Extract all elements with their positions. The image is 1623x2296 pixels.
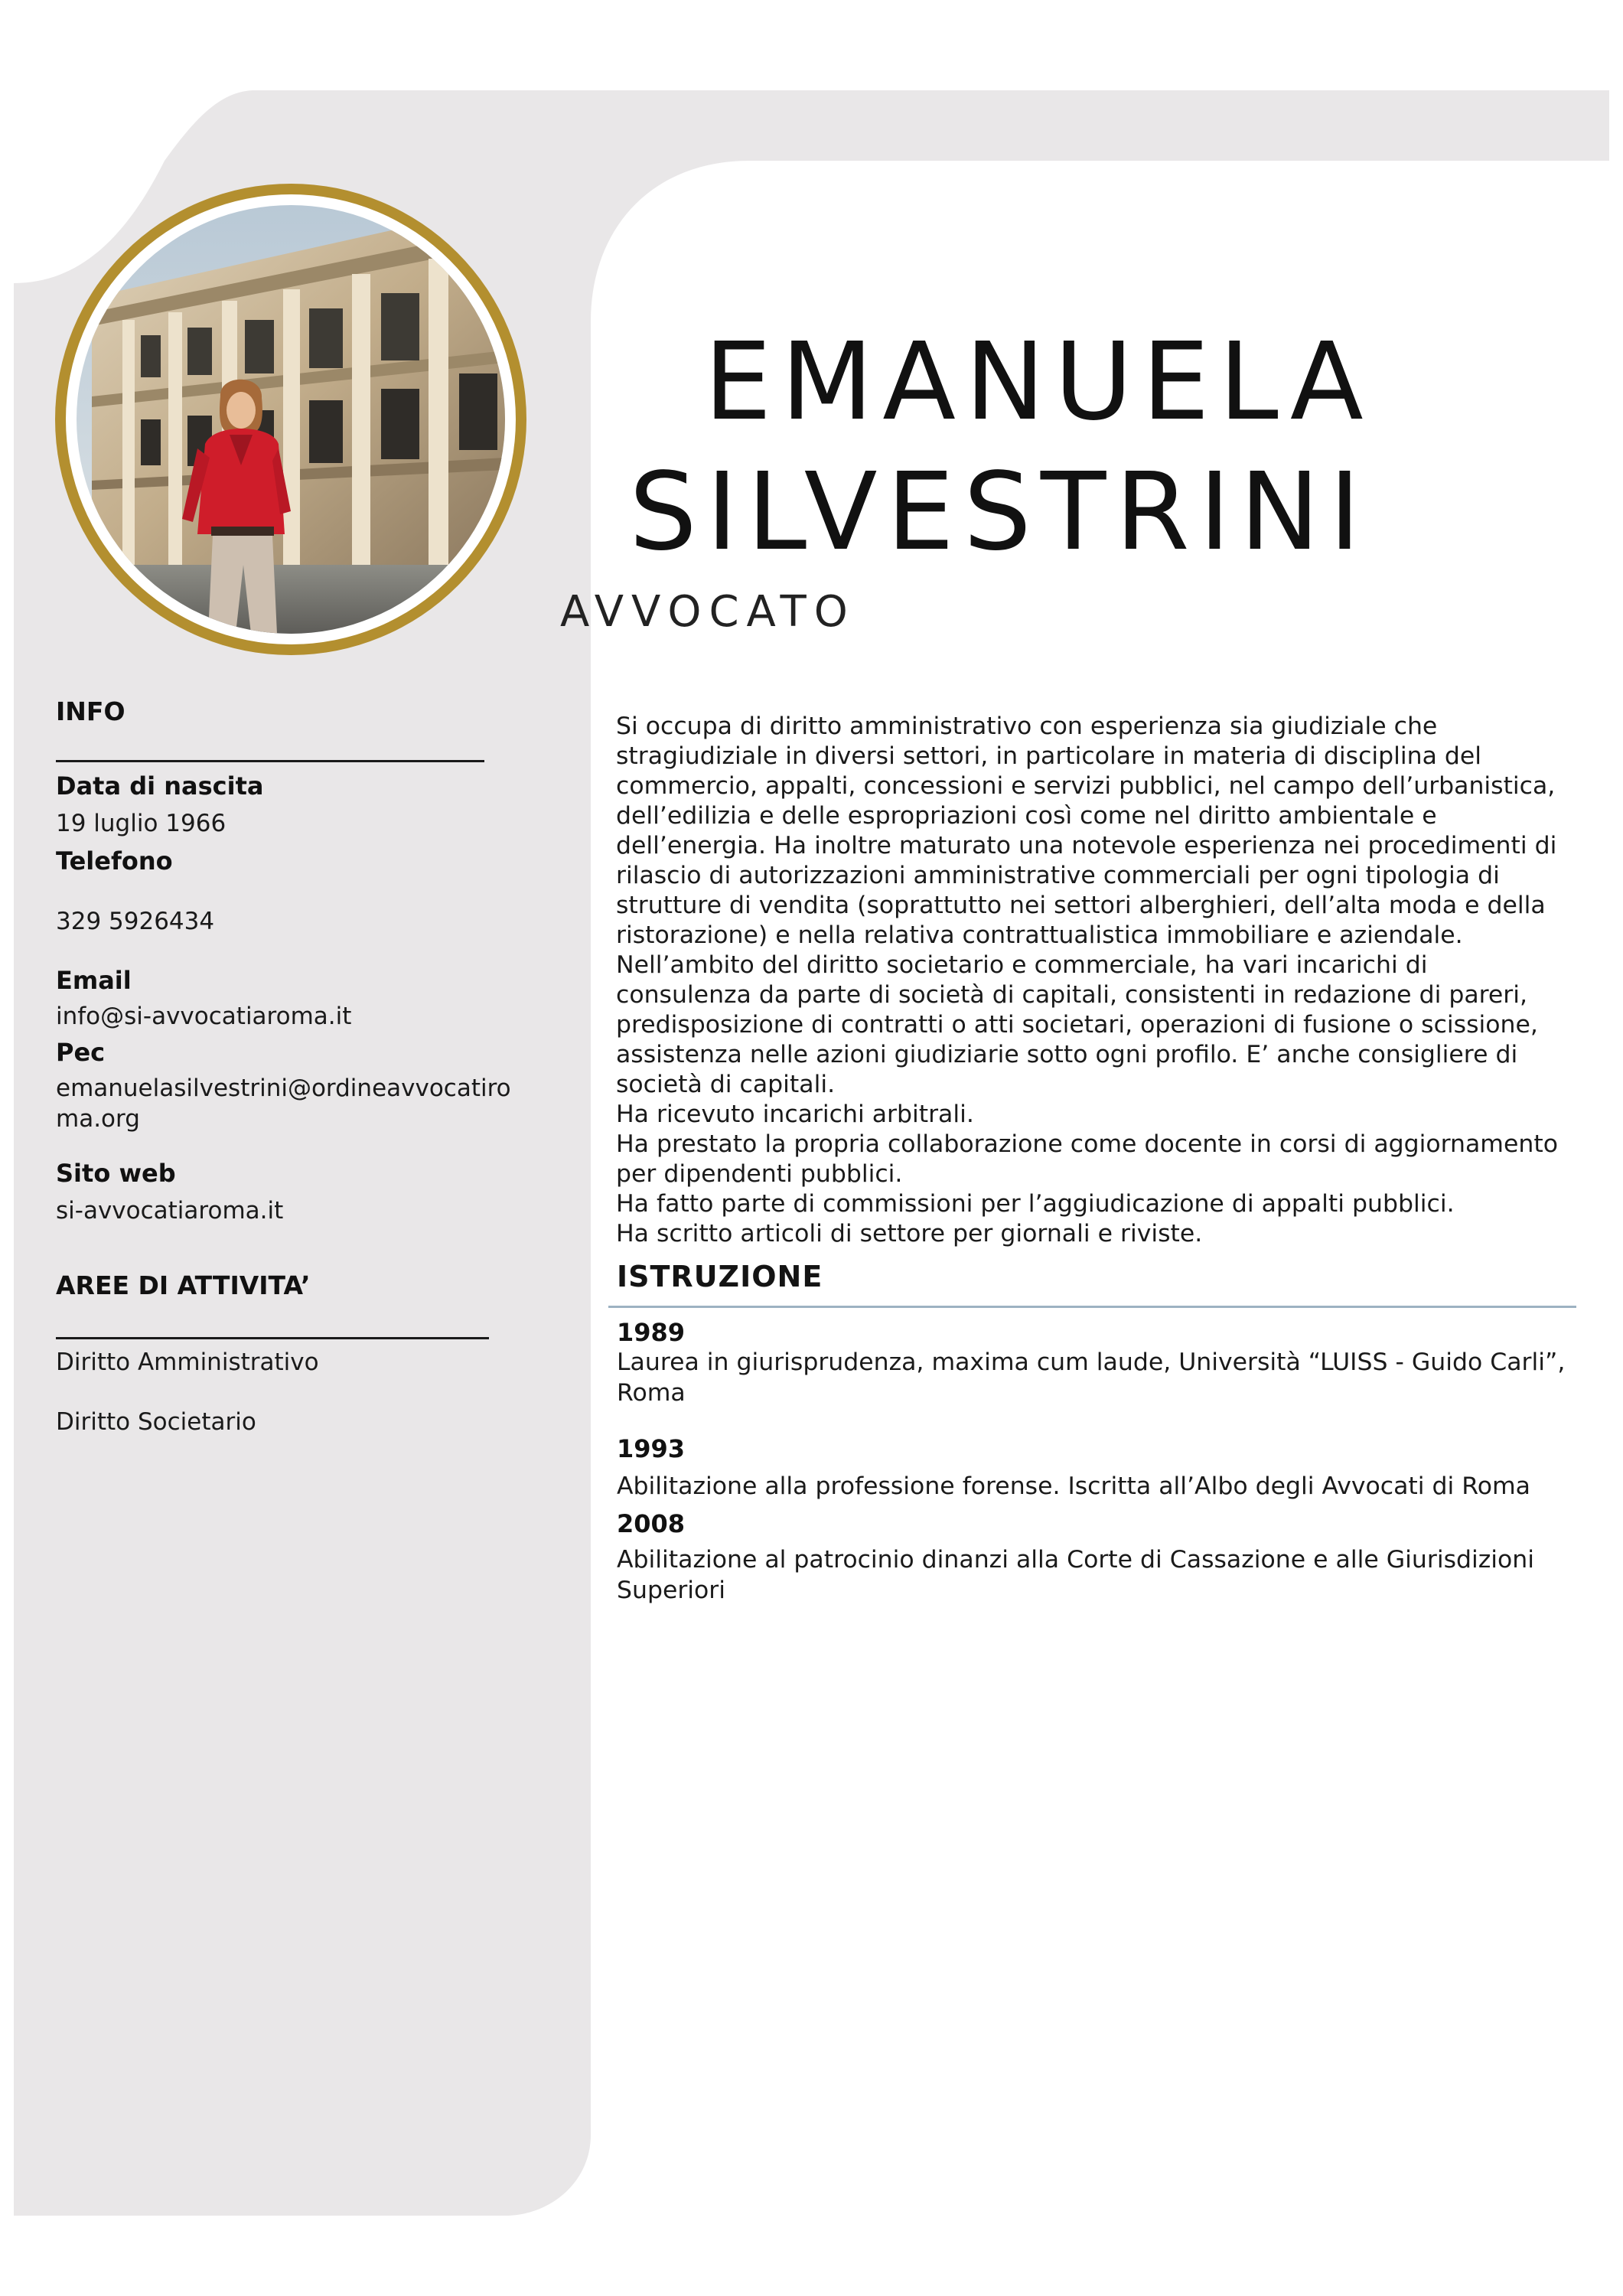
education-desc-1993: Abilitazione alla professione forense. Iscritta all’Albo degli Avvocati di Roma [617,1473,1530,1500]
education-year-2008: 2008 [617,1509,686,1538]
profile-paragraph: Si occupa di diritto amministrativo con esperienza sia giudiziale che stragiudiziale in diversi settori, in particolare in materia di disciplina del commercio, appalti, concessioni e servizi pubblici, nel campo dell’urbanistica, dell’edilizia e delle espropriazioni così come nel diritto ambientale e dell’energia. Ha inoltre maturato una notevole esperienza nei procedimenti di rilascio di autorizzazioni amministrative commerciali per ogni tipologia di strutture di vendita (soprattutto nei settori alberghieri, dell’alta moda e della ristorazione) e nella relativa contrattualistica immobiliare e aziendale. [616,713,1557,949]
portrait-image [77,205,505,634]
education-year-1989: 1989 [617,1318,686,1347]
pec-value-line2[interactable]: ma.org [56,1105,140,1133]
profile-paragraph: Nell’ambito del diritto societario e commerciale, ha vari incarichi di consulenza da parte di società di capitali, consistenti in redazione di pareri, predisposizione di contratti o atti societari, operazioni di fusione o scissione, assistenza nelle azioni giudiziarie sotto ogni profilo. E’ anche consigliere di società di capitali. [616,951,1538,1098]
areas-heading: AREE DI ATTIVITA’ [56,1270,311,1300]
website-value[interactable]: si-avvocatiaroma.it [56,1197,284,1225]
first-name: EMANUELA [704,320,1373,445]
photo-frame [66,194,516,644]
profile-paragraph: Ha prestato la propria collaborazione come docente in corsi di aggiornamento per dipendenti pubblici. [616,1130,1558,1188]
areas-separator [56,1337,489,1339]
job-title: AVVOCATO [560,587,855,637]
profile-summary [616,712,1565,1249]
education-divider [608,1306,1576,1308]
birth-date-value: 19 luglio 1966 [56,810,227,837]
education-year-1993: 1993 [617,1434,686,1463]
education-desc-1989: Laurea in giurisprudenza, maxima cum laude, Università “LUISS - Guido Carli”, Roma [617,1349,1566,1407]
profile-photo [55,184,526,655]
email-value[interactable]: info@si-avvocatiaroma.it [56,1003,352,1030]
pec-label: Pec [56,1038,106,1067]
area-item-corporate: Diritto Societario [56,1408,256,1436]
education-desc-2008: Abilitazione al patrocinio dinanzi alla Corte di Cassazione e alle Giurisdizioni Superiori [617,1546,1534,1604]
education-heading: ISTRUZIONE [617,1260,823,1293]
area-item-administrative: Diritto Amministrativo [56,1349,319,1376]
info-heading: INFO [56,696,125,726]
profile-paragraph: Ha scritto articoli di settore per giornali e riviste. [616,1220,1203,1247]
birth-date-label: Data di nascita [56,771,264,801]
last-name: SILVESTRINI [629,450,1370,575]
pec-value-line1[interactable]: emanuelasilvestrini@ordineavvocatiro [56,1075,511,1102]
phone-value: 329 5926434 [56,908,215,935]
website-label: Sito web [56,1159,176,1188]
profile-paragraph: Ha ricevuto incarichi arbitrali. [616,1101,974,1128]
info-separator [56,760,484,762]
phone-label: Telefono [56,846,173,876]
email-label: Email [56,966,132,995]
profile-paragraph: Ha fatto parte di commissioni per l’aggiudicazione di appalti pubblici. [616,1190,1455,1218]
